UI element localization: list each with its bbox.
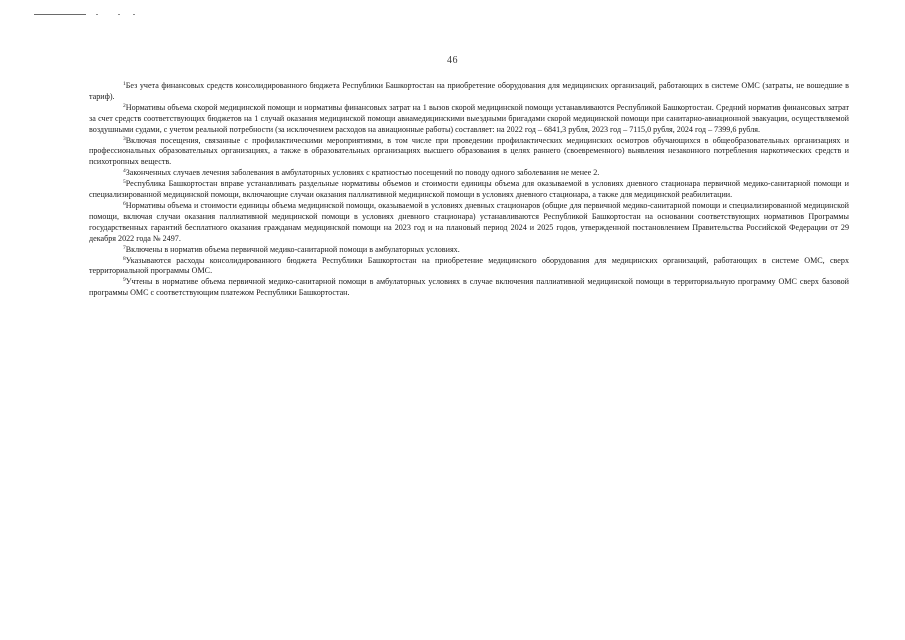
footnote-mark: 4 [123, 168, 126, 175]
footnote-mark: 6 [123, 200, 126, 207]
footnote-text: Нормативы объема и стоимости единицы объема медицинской помощи, оказываемой в условиях дневных стационаров (общие для первичной медико-санитарной помощи и специализированной медицинской помощи, включая случаи оказания паллиативной медицинской помощи в условиях дневного стационара) устанавливаются Республикой Башкортостан на основании соответствующих нормативов Программы государственных гарантий бесплатного оказания гражданам медицинской помощи на 2023 год и на плановый период 2024 и 2025 годов, утвержденной постановлением Правительства Российской Федерации от 29 декабря 2022 года № 2497. [89, 200, 849, 243]
footnote-text: Без учета финансовых средств консолидированного бюджета Республики Башкортостан на приобретение оборудования для медицинских организаций, работающих в системе ОМС (затраты, не вошедшие в тариф). [89, 81, 849, 101]
footnote-text: Законченных случаев лечения заболевания в амбулаторных условиях с кратностью посещений по поводу одного заболевания не менее 2. [125, 168, 600, 178]
footnote-4 [89, 168, 849, 179]
footnote-9 [89, 277, 849, 299]
footnote-mark: 2 [123, 102, 126, 109]
scan-artifact-line [34, 14, 86, 15]
footnote-8 [89, 256, 849, 278]
page-number: 46 [447, 55, 458, 66]
scan-artifact-dot [118, 14, 120, 15]
footnote-mark: 7 [123, 244, 126, 251]
footnote-mark: 5 [123, 179, 126, 186]
footnote-mark: 1 [123, 81, 126, 87]
footnote-text: Указываются расходы консолидированного бюджета Республики Башкортостан на приобретение медицинского оборудования для медицинских организаций, работающих в системе ОМС, сверх территориальной программы ОМС. [89, 255, 849, 276]
footnote-mark: 8 [123, 255, 126, 262]
footnote-text: Учтены в нормативе объема первичной медико-санитарной помощи в амбулаторных условиях в случае включения паллиативной медицинской помощи в территориальную программу ОМС сверх базовой программы ОМС с соответствующим платежом Республики Башкортостан. [89, 277, 849, 298]
footnotes-block [89, 81, 849, 299]
footnote-mark: 9 [123, 277, 126, 284]
footnote-5 [89, 179, 849, 201]
footnote-text: Включая посещения, связанные с профилактическими мероприятиями, в том числе при проведении профилактических медицинских осмотров обучающихся в общеобразовательных организациях и профессиональных образовательных организациях, а также в образовательных организациях высшего образования в целях раннего (своевременного) выявления незаконного потребления наркотических средств и психотропных веществ. [89, 135, 849, 167]
footnote-text: Республика Башкортостан вправе устанавливать раздельные нормативы объемов и стоимости единицы объема для оказываемой в условиях дневного стационара первичной медико-санитарной помощи и специализированной медицинской помощи, включающие случаи оказания паллиативной медицинской помощи в условиях дневного стационара, а также для медицинской реабилитации. [89, 179, 849, 200]
scan-artifact-dot [96, 14, 98, 15]
footnote-1 [89, 81, 849, 103]
footnote-2 [89, 103, 849, 136]
footnote-mark: 3 [123, 135, 126, 142]
footnote-3 [89, 136, 849, 169]
scan-artifact-dot [133, 14, 135, 15]
footnote-7 [89, 245, 849, 256]
footnote-text: Включены в норматив объема первичной медико-санитарной помощи в амбулаторных условиях. [125, 244, 460, 254]
footnote-text: Нормативы объема скорой медицинской помощи и нормативы финансовых затрат на 1 вызов скорой медицинской помощи устанавливаются Республикой Башкортостан. Средний норматив финансовых затрат за счет средств соответствующих бюджетов на 1 случай оказания медицинской помощи авиамедицинскими выездными бригадами скорой медицинской помощи при санитарно-авиационной эвакуации, осуществляемой воздушными судами, с учетом реальной потребности (за исключением расходов на авиационные работы) составляет: на 2022 год – 6841,3 рубля, 2023 год – 7115,0 рубля, 2024 год – 7399,6 рубля. [89, 102, 849, 134]
footnote-6 [89, 201, 849, 245]
